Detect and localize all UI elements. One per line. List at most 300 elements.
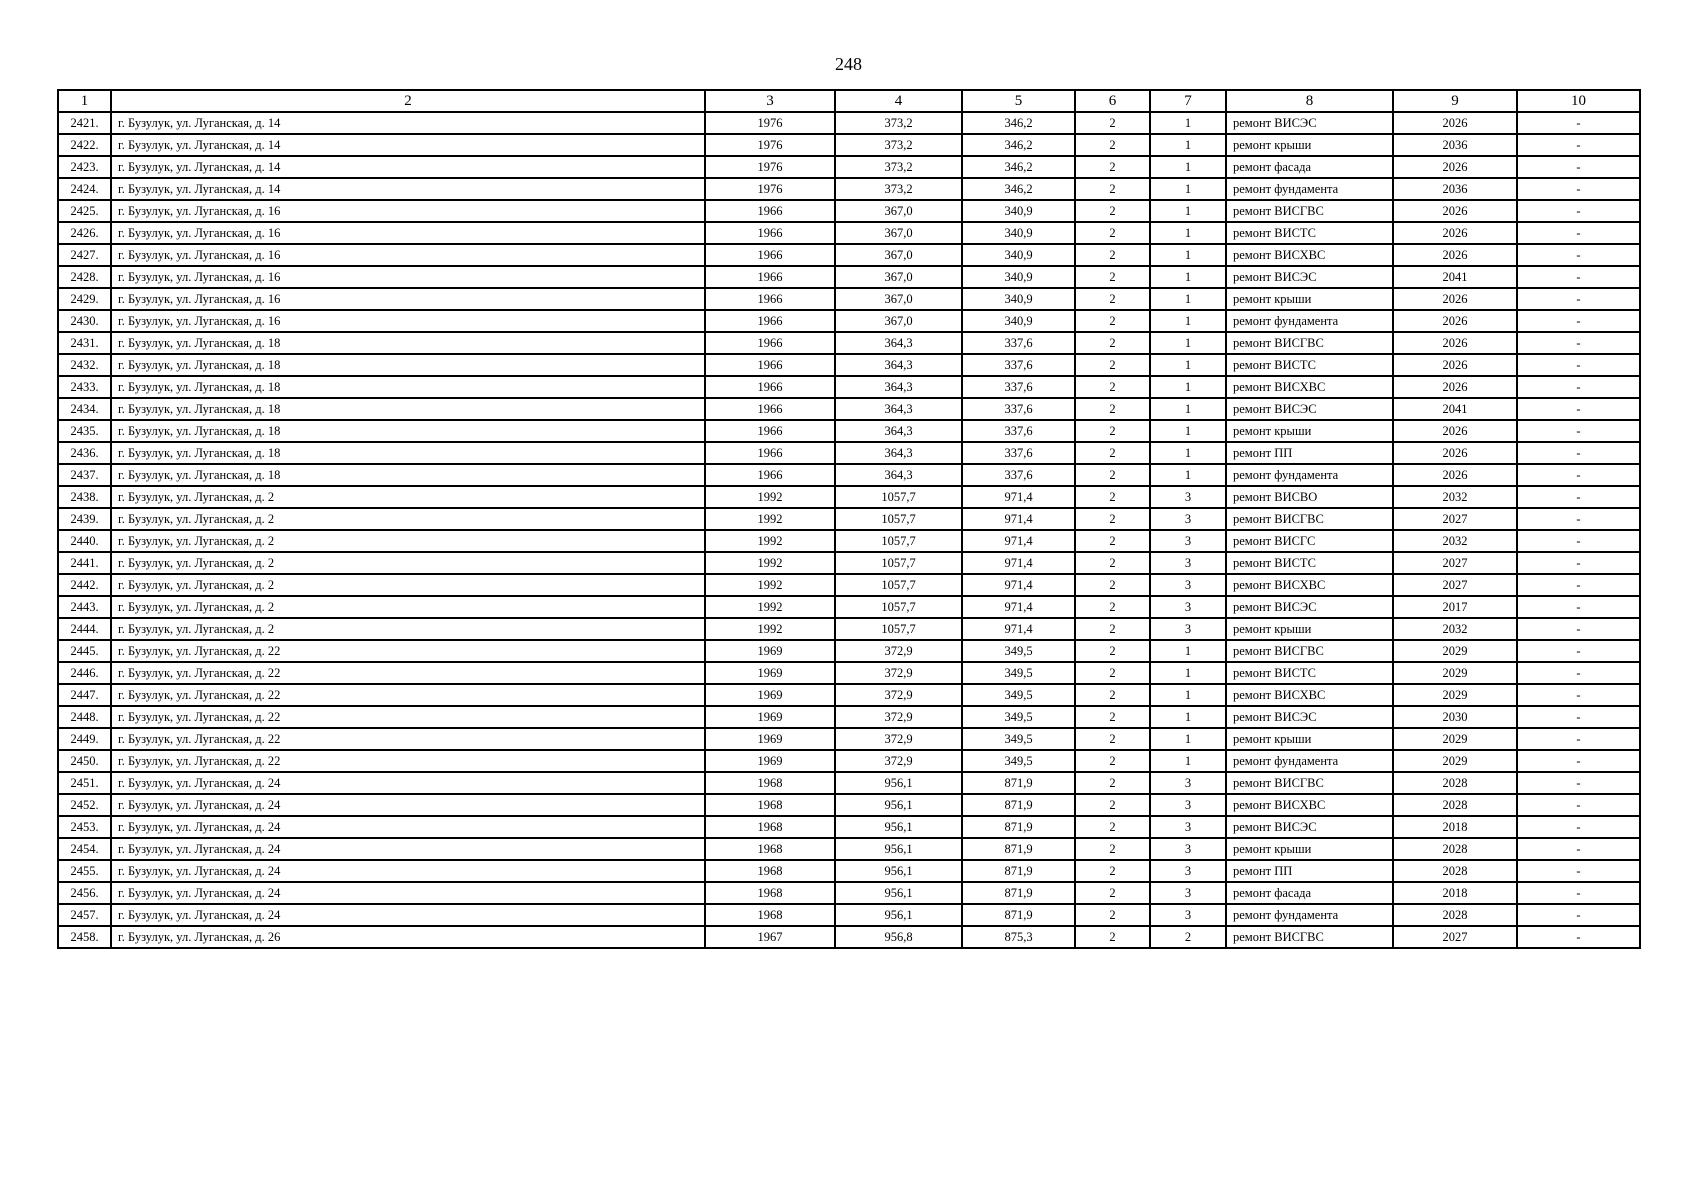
- work-type-cell: ремонт фундамента: [1226, 464, 1393, 486]
- work-type-cell: ремонт ПП: [1226, 442, 1393, 464]
- table-row: [58, 772, 1640, 794]
- address-cell: г. Бузулук, ул. Луганская, д. 18: [111, 354, 705, 376]
- floors-cell: 2: [1075, 112, 1150, 134]
- living-area-cell: 340,9: [962, 310, 1075, 332]
- table-row: [58, 288, 1640, 310]
- floors-cell: 2: [1075, 464, 1150, 486]
- planned-year-cell: 2029: [1393, 662, 1517, 684]
- table-row: [58, 156, 1640, 178]
- column-header-6: 6: [1075, 90, 1150, 112]
- construction-year-cell: 1966: [705, 376, 835, 398]
- living-area-cell: 340,9: [962, 266, 1075, 288]
- work-type-cell: ремонт ВИСТС: [1226, 354, 1393, 376]
- construction-year-cell: 1966: [705, 442, 835, 464]
- table-row: [58, 640, 1640, 662]
- entrances-cell: 1: [1150, 266, 1226, 288]
- planned-year-cell: 2029: [1393, 728, 1517, 750]
- table-header: [58, 90, 1640, 112]
- total-area-cell: 372,9: [835, 706, 962, 728]
- column-header-8: 8: [1226, 90, 1393, 112]
- construction-year-cell: 1969: [705, 750, 835, 772]
- note-cell: -: [1517, 376, 1640, 398]
- planned-year-cell: 2018: [1393, 816, 1517, 838]
- address-cell: г. Бузулук, ул. Луганская, д. 16: [111, 244, 705, 266]
- note-cell: -: [1517, 750, 1640, 772]
- row-number-cell: 2429.: [58, 288, 111, 310]
- work-type-cell: ремонт ВИСГВС: [1226, 772, 1393, 794]
- planned-year-cell: 2030: [1393, 706, 1517, 728]
- table-row: [58, 200, 1640, 222]
- note-cell: -: [1517, 684, 1640, 706]
- work-type-cell: ремонт ВИСХВС: [1226, 244, 1393, 266]
- planned-year-cell: 2026: [1393, 354, 1517, 376]
- floors-cell: 2: [1075, 442, 1150, 464]
- total-area-cell: 367,0: [835, 288, 962, 310]
- entrances-cell: 1: [1150, 398, 1226, 420]
- total-area-cell: 956,1: [835, 860, 962, 882]
- address-cell: г. Бузулук, ул. Луганская, д. 2: [111, 596, 705, 618]
- address-cell: г. Бузулук, ул. Луганская, д. 2: [111, 530, 705, 552]
- note-cell: -: [1517, 288, 1640, 310]
- header-row: [58, 90, 1640, 112]
- construction-year-cell: 1966: [705, 310, 835, 332]
- address-cell: г. Бузулук, ул. Луганская, д. 24: [111, 794, 705, 816]
- living-area-cell: 971,4: [962, 618, 1075, 640]
- note-cell: -: [1517, 728, 1640, 750]
- construction-year-cell: 1966: [705, 354, 835, 376]
- living-area-cell: 337,6: [962, 442, 1075, 464]
- work-type-cell: ремонт ВИСГВС: [1226, 332, 1393, 354]
- row-number-cell: 2442.: [58, 574, 111, 596]
- construction-year-cell: 1967: [705, 926, 835, 948]
- table-row: [58, 662, 1640, 684]
- address-cell: г. Бузулук, ул. Луганская, д. 16: [111, 310, 705, 332]
- planned-year-cell: 2032: [1393, 618, 1517, 640]
- row-number-cell: 2438.: [58, 486, 111, 508]
- table-row: [58, 310, 1640, 332]
- table-row: [58, 794, 1640, 816]
- address-cell: г. Бузулук, ул. Луганская, д. 22: [111, 750, 705, 772]
- address-cell: г. Бузулук, ул. Луганская, д. 22: [111, 640, 705, 662]
- table-row: [58, 486, 1640, 508]
- row-number-cell: 2446.: [58, 662, 111, 684]
- row-number-cell: 2422.: [58, 134, 111, 156]
- address-cell: г. Бузулук, ул. Луганская, д. 24: [111, 904, 705, 926]
- table-row: [58, 112, 1640, 134]
- planned-year-cell: 2028: [1393, 860, 1517, 882]
- work-type-cell: ремонт ВИСЭС: [1226, 266, 1393, 288]
- address-cell: г. Бузулук, ул. Луганская, д. 22: [111, 728, 705, 750]
- work-type-cell: ремонт ВИСВО: [1226, 486, 1393, 508]
- living-area-cell: 871,9: [962, 772, 1075, 794]
- construction-year-cell: 1976: [705, 156, 835, 178]
- total-area-cell: 956,1: [835, 772, 962, 794]
- address-cell: г. Бузулук, ул. Луганская, д. 14: [111, 134, 705, 156]
- planned-year-cell: 2027: [1393, 574, 1517, 596]
- living-area-cell: 337,6: [962, 420, 1075, 442]
- floors-cell: 2: [1075, 420, 1150, 442]
- address-cell: г. Бузулук, ул. Луганская, д. 14: [111, 112, 705, 134]
- row-number-cell: 2455.: [58, 860, 111, 882]
- table-row: [58, 750, 1640, 772]
- column-header-5: 5: [962, 90, 1075, 112]
- note-cell: -: [1517, 772, 1640, 794]
- living-area-cell: 971,4: [962, 486, 1075, 508]
- note-cell: -: [1517, 530, 1640, 552]
- total-area-cell: 1057,7: [835, 574, 962, 596]
- table-row: [58, 552, 1640, 574]
- row-number-cell: 2431.: [58, 332, 111, 354]
- table-row: [58, 442, 1640, 464]
- entrances-cell: 1: [1150, 200, 1226, 222]
- entrances-cell: 3: [1150, 794, 1226, 816]
- address-cell: г. Бузулук, ул. Луганская, д. 16: [111, 200, 705, 222]
- row-number-cell: 2441.: [58, 552, 111, 574]
- table-row: [58, 904, 1640, 926]
- table-row: [58, 178, 1640, 200]
- work-type-cell: ремонт ВИСГВС: [1226, 508, 1393, 530]
- construction-year-cell: 1968: [705, 882, 835, 904]
- planned-year-cell: 2026: [1393, 200, 1517, 222]
- construction-year-cell: 1976: [705, 112, 835, 134]
- floors-cell: 2: [1075, 640, 1150, 662]
- note-cell: -: [1517, 398, 1640, 420]
- row-number-cell: 2421.: [58, 112, 111, 134]
- entrances-cell: 1: [1150, 750, 1226, 772]
- total-area-cell: 956,1: [835, 838, 962, 860]
- table-row: [58, 882, 1640, 904]
- living-area-cell: 971,4: [962, 530, 1075, 552]
- floors-cell: 2: [1075, 904, 1150, 926]
- planned-year-cell: 2029: [1393, 750, 1517, 772]
- total-area-cell: 1057,7: [835, 618, 962, 640]
- table-row: [58, 684, 1640, 706]
- planned-year-cell: 2017: [1393, 596, 1517, 618]
- row-number-cell: 2454.: [58, 838, 111, 860]
- table-row: [58, 838, 1640, 860]
- row-number-cell: 2427.: [58, 244, 111, 266]
- note-cell: -: [1517, 618, 1640, 640]
- planned-year-cell: 2028: [1393, 772, 1517, 794]
- living-area-cell: 346,2: [962, 156, 1075, 178]
- row-number-cell: 2436.: [58, 442, 111, 464]
- floors-cell: 2: [1075, 134, 1150, 156]
- work-type-cell: ремонт ВИСГВС: [1226, 640, 1393, 662]
- address-cell: г. Бузулук, ул. Луганская, д. 22: [111, 706, 705, 728]
- living-area-cell: 346,2: [962, 178, 1075, 200]
- address-cell: г. Бузулук, ул. Луганская, д. 18: [111, 376, 705, 398]
- total-area-cell: 364,3: [835, 332, 962, 354]
- planned-year-cell: 2029: [1393, 640, 1517, 662]
- row-number-cell: 2439.: [58, 508, 111, 530]
- entrances-cell: 2: [1150, 926, 1226, 948]
- table-row: [58, 728, 1640, 750]
- work-type-cell: ремонт ВИСЭС: [1226, 706, 1393, 728]
- entrances-cell: 1: [1150, 156, 1226, 178]
- address-cell: г. Бузулук, ул. Луганская, д. 16: [111, 266, 705, 288]
- total-area-cell: 956,1: [835, 882, 962, 904]
- construction-year-cell: 1966: [705, 200, 835, 222]
- living-area-cell: 337,6: [962, 354, 1075, 376]
- floors-cell: 2: [1075, 574, 1150, 596]
- work-type-cell: ремонт крыши: [1226, 134, 1393, 156]
- row-number-cell: 2447.: [58, 684, 111, 706]
- floors-cell: 2: [1075, 398, 1150, 420]
- total-area-cell: 1057,7: [835, 530, 962, 552]
- entrances-cell: 3: [1150, 772, 1226, 794]
- total-area-cell: 956,1: [835, 794, 962, 816]
- entrances-cell: 3: [1150, 838, 1226, 860]
- living-area-cell: 337,6: [962, 398, 1075, 420]
- living-area-cell: 871,9: [962, 904, 1075, 926]
- living-area-cell: 349,5: [962, 728, 1075, 750]
- planned-year-cell: 2026: [1393, 442, 1517, 464]
- planned-year-cell: 2027: [1393, 508, 1517, 530]
- note-cell: -: [1517, 508, 1640, 530]
- floors-cell: 2: [1075, 266, 1150, 288]
- table-row: [58, 134, 1640, 156]
- living-area-cell: 349,5: [962, 684, 1075, 706]
- work-type-cell: ремонт ВИСТС: [1226, 552, 1393, 574]
- note-cell: -: [1517, 354, 1640, 376]
- total-area-cell: 1057,7: [835, 486, 962, 508]
- construction-year-cell: 1969: [705, 706, 835, 728]
- work-type-cell: ремонт крыши: [1226, 728, 1393, 750]
- table-row: [58, 222, 1640, 244]
- row-number-cell: 2433.: [58, 376, 111, 398]
- table-row: [58, 420, 1640, 442]
- construction-year-cell: 1968: [705, 816, 835, 838]
- floors-cell: 2: [1075, 728, 1150, 750]
- work-type-cell: ремонт ВИСХВС: [1226, 794, 1393, 816]
- planned-year-cell: 2028: [1393, 794, 1517, 816]
- floors-cell: 2: [1075, 244, 1150, 266]
- entrances-cell: 3: [1150, 530, 1226, 552]
- table-row: [58, 354, 1640, 376]
- address-cell: г. Бузулук, ул. Луганская, д. 2: [111, 552, 705, 574]
- living-area-cell: 337,6: [962, 376, 1075, 398]
- construction-year-cell: 1968: [705, 904, 835, 926]
- construction-year-cell: 1966: [705, 222, 835, 244]
- row-number-cell: 2434.: [58, 398, 111, 420]
- table-row: [58, 244, 1640, 266]
- table-row: [58, 376, 1640, 398]
- entrances-cell: 1: [1150, 662, 1226, 684]
- address-cell: г. Бузулук, ул. Луганская, д. 22: [111, 662, 705, 684]
- entrances-cell: 3: [1150, 904, 1226, 926]
- total-area-cell: 364,3: [835, 442, 962, 464]
- entrances-cell: 3: [1150, 860, 1226, 882]
- planned-year-cell: 2026: [1393, 420, 1517, 442]
- address-cell: г. Бузулук, ул. Луганская, д. 24: [111, 772, 705, 794]
- living-area-cell: 871,9: [962, 882, 1075, 904]
- floors-cell: 2: [1075, 750, 1150, 772]
- living-area-cell: 349,5: [962, 706, 1075, 728]
- entrances-cell: 1: [1150, 310, 1226, 332]
- row-number-cell: 2423.: [58, 156, 111, 178]
- column-header-9: 9: [1393, 90, 1517, 112]
- total-area-cell: 373,2: [835, 156, 962, 178]
- work-type-cell: ремонт ВИСХВС: [1226, 376, 1393, 398]
- floors-cell: 2: [1075, 926, 1150, 948]
- living-area-cell: 346,2: [962, 134, 1075, 156]
- address-cell: г. Бузулук, ул. Луганская, д. 18: [111, 398, 705, 420]
- planned-year-cell: 2027: [1393, 552, 1517, 574]
- note-cell: -: [1517, 244, 1640, 266]
- living-area-cell: 340,9: [962, 200, 1075, 222]
- column-header-10: 10: [1517, 90, 1640, 112]
- work-type-cell: ремонт ВИСХВС: [1226, 684, 1393, 706]
- living-area-cell: 337,6: [962, 332, 1075, 354]
- floors-cell: 2: [1075, 794, 1150, 816]
- total-area-cell: 956,1: [835, 904, 962, 926]
- total-area-cell: 956,8: [835, 926, 962, 948]
- planned-year-cell: 2026: [1393, 288, 1517, 310]
- construction-year-cell: 1966: [705, 244, 835, 266]
- work-type-cell: ремонт фундамента: [1226, 178, 1393, 200]
- note-cell: -: [1517, 464, 1640, 486]
- planned-year-cell: 2029: [1393, 684, 1517, 706]
- note-cell: -: [1517, 332, 1640, 354]
- total-area-cell: 956,1: [835, 816, 962, 838]
- total-area-cell: 364,3: [835, 464, 962, 486]
- total-area-cell: 364,3: [835, 420, 962, 442]
- column-header-7: 7: [1150, 90, 1226, 112]
- work-type-cell: ремонт крыши: [1226, 420, 1393, 442]
- construction-year-cell: 1966: [705, 420, 835, 442]
- address-cell: г. Бузулук, ул. Луганская, д. 16: [111, 288, 705, 310]
- row-number-cell: 2432.: [58, 354, 111, 376]
- living-area-cell: 971,4: [962, 552, 1075, 574]
- total-area-cell: 1057,7: [835, 508, 962, 530]
- floors-cell: 2: [1075, 288, 1150, 310]
- work-type-cell: ремонт ПП: [1226, 860, 1393, 882]
- row-number-cell: 2426.: [58, 222, 111, 244]
- address-cell: г. Бузулук, ул. Луганская, д. 18: [111, 420, 705, 442]
- living-area-cell: 349,5: [962, 662, 1075, 684]
- floors-cell: 2: [1075, 662, 1150, 684]
- work-type-cell: ремонт ВИСГВС: [1226, 200, 1393, 222]
- address-cell: г. Бузулук, ул. Луганская, д. 24: [111, 860, 705, 882]
- address-cell: г. Бузулук, ул. Луганская, д. 2: [111, 508, 705, 530]
- construction-year-cell: 1968: [705, 838, 835, 860]
- address-cell: г. Бузулук, ул. Луганская, д. 18: [111, 464, 705, 486]
- floors-cell: 2: [1075, 882, 1150, 904]
- address-cell: г. Бузулук, ул. Луганская, д. 18: [111, 332, 705, 354]
- living-area-cell: 346,2: [962, 112, 1075, 134]
- entrances-cell: 1: [1150, 112, 1226, 134]
- work-type-cell: ремонт ВИСГВС: [1226, 926, 1393, 948]
- floors-cell: 2: [1075, 486, 1150, 508]
- address-cell: г. Бузулук, ул. Луганская, д. 16: [111, 222, 705, 244]
- work-type-cell: ремонт фасада: [1226, 156, 1393, 178]
- construction-year-cell: 1992: [705, 574, 835, 596]
- entrances-cell: 1: [1150, 134, 1226, 156]
- repair-schedule-table: [57, 89, 1641, 949]
- living-area-cell: 871,9: [962, 816, 1075, 838]
- planned-year-cell: 2026: [1393, 310, 1517, 332]
- floors-cell: 2: [1075, 706, 1150, 728]
- entrances-cell: 1: [1150, 178, 1226, 200]
- row-number-cell: 2424.: [58, 178, 111, 200]
- floors-cell: 2: [1075, 684, 1150, 706]
- work-type-cell: ремонт ВИСЭС: [1226, 596, 1393, 618]
- construction-year-cell: 1969: [705, 662, 835, 684]
- total-area-cell: 372,9: [835, 684, 962, 706]
- note-cell: -: [1517, 574, 1640, 596]
- construction-year-cell: 1992: [705, 596, 835, 618]
- note-cell: -: [1517, 134, 1640, 156]
- entrances-cell: 3: [1150, 552, 1226, 574]
- entrances-cell: 3: [1150, 508, 1226, 530]
- table-row: [58, 596, 1640, 618]
- address-cell: г. Бузулук, ул. Луганская, д. 2: [111, 618, 705, 640]
- construction-year-cell: 1966: [705, 464, 835, 486]
- note-cell: -: [1517, 860, 1640, 882]
- construction-year-cell: 1969: [705, 728, 835, 750]
- total-area-cell: 372,9: [835, 750, 962, 772]
- entrances-cell: 3: [1150, 816, 1226, 838]
- total-area-cell: 367,0: [835, 266, 962, 288]
- entrances-cell: 1: [1150, 706, 1226, 728]
- living-area-cell: 340,9: [962, 288, 1075, 310]
- total-area-cell: 372,9: [835, 662, 962, 684]
- total-area-cell: 364,3: [835, 376, 962, 398]
- address-cell: г. Бузулук, ул. Луганская, д. 26: [111, 926, 705, 948]
- entrances-cell: 1: [1150, 376, 1226, 398]
- note-cell: -: [1517, 640, 1640, 662]
- note-cell: -: [1517, 816, 1640, 838]
- row-number-cell: 2451.: [58, 772, 111, 794]
- construction-year-cell: 1992: [705, 486, 835, 508]
- note-cell: -: [1517, 838, 1640, 860]
- total-area-cell: 372,9: [835, 728, 962, 750]
- total-area-cell: 364,3: [835, 398, 962, 420]
- entrances-cell: 1: [1150, 244, 1226, 266]
- floors-cell: 2: [1075, 178, 1150, 200]
- table-row: [58, 508, 1640, 530]
- construction-year-cell: 1968: [705, 794, 835, 816]
- total-area-cell: 367,0: [835, 222, 962, 244]
- table-row: [58, 266, 1640, 288]
- note-cell: -: [1517, 904, 1640, 926]
- row-number-cell: 2444.: [58, 618, 111, 640]
- planned-year-cell: 2036: [1393, 178, 1517, 200]
- total-area-cell: 367,0: [835, 200, 962, 222]
- work-type-cell: ремонт ВИСЭС: [1226, 398, 1393, 420]
- total-area-cell: 373,2: [835, 134, 962, 156]
- address-cell: г. Бузулук, ул. Луганская, д. 14: [111, 178, 705, 200]
- work-type-cell: ремонт фасада: [1226, 882, 1393, 904]
- entrances-cell: 1: [1150, 442, 1226, 464]
- entrances-cell: 1: [1150, 728, 1226, 750]
- total-area-cell: 367,0: [835, 244, 962, 266]
- note-cell: -: [1517, 794, 1640, 816]
- address-cell: г. Бузулук, ул. Луганская, д. 2: [111, 486, 705, 508]
- construction-year-cell: 1966: [705, 398, 835, 420]
- construction-year-cell: 1992: [705, 618, 835, 640]
- living-area-cell: 337,6: [962, 464, 1075, 486]
- construction-year-cell: 1992: [705, 508, 835, 530]
- floors-cell: 2: [1075, 156, 1150, 178]
- floors-cell: 2: [1075, 376, 1150, 398]
- note-cell: -: [1517, 706, 1640, 728]
- total-area-cell: 367,0: [835, 310, 962, 332]
- entrances-cell: 1: [1150, 420, 1226, 442]
- living-area-cell: 871,9: [962, 794, 1075, 816]
- note-cell: -: [1517, 662, 1640, 684]
- floors-cell: 2: [1075, 618, 1150, 640]
